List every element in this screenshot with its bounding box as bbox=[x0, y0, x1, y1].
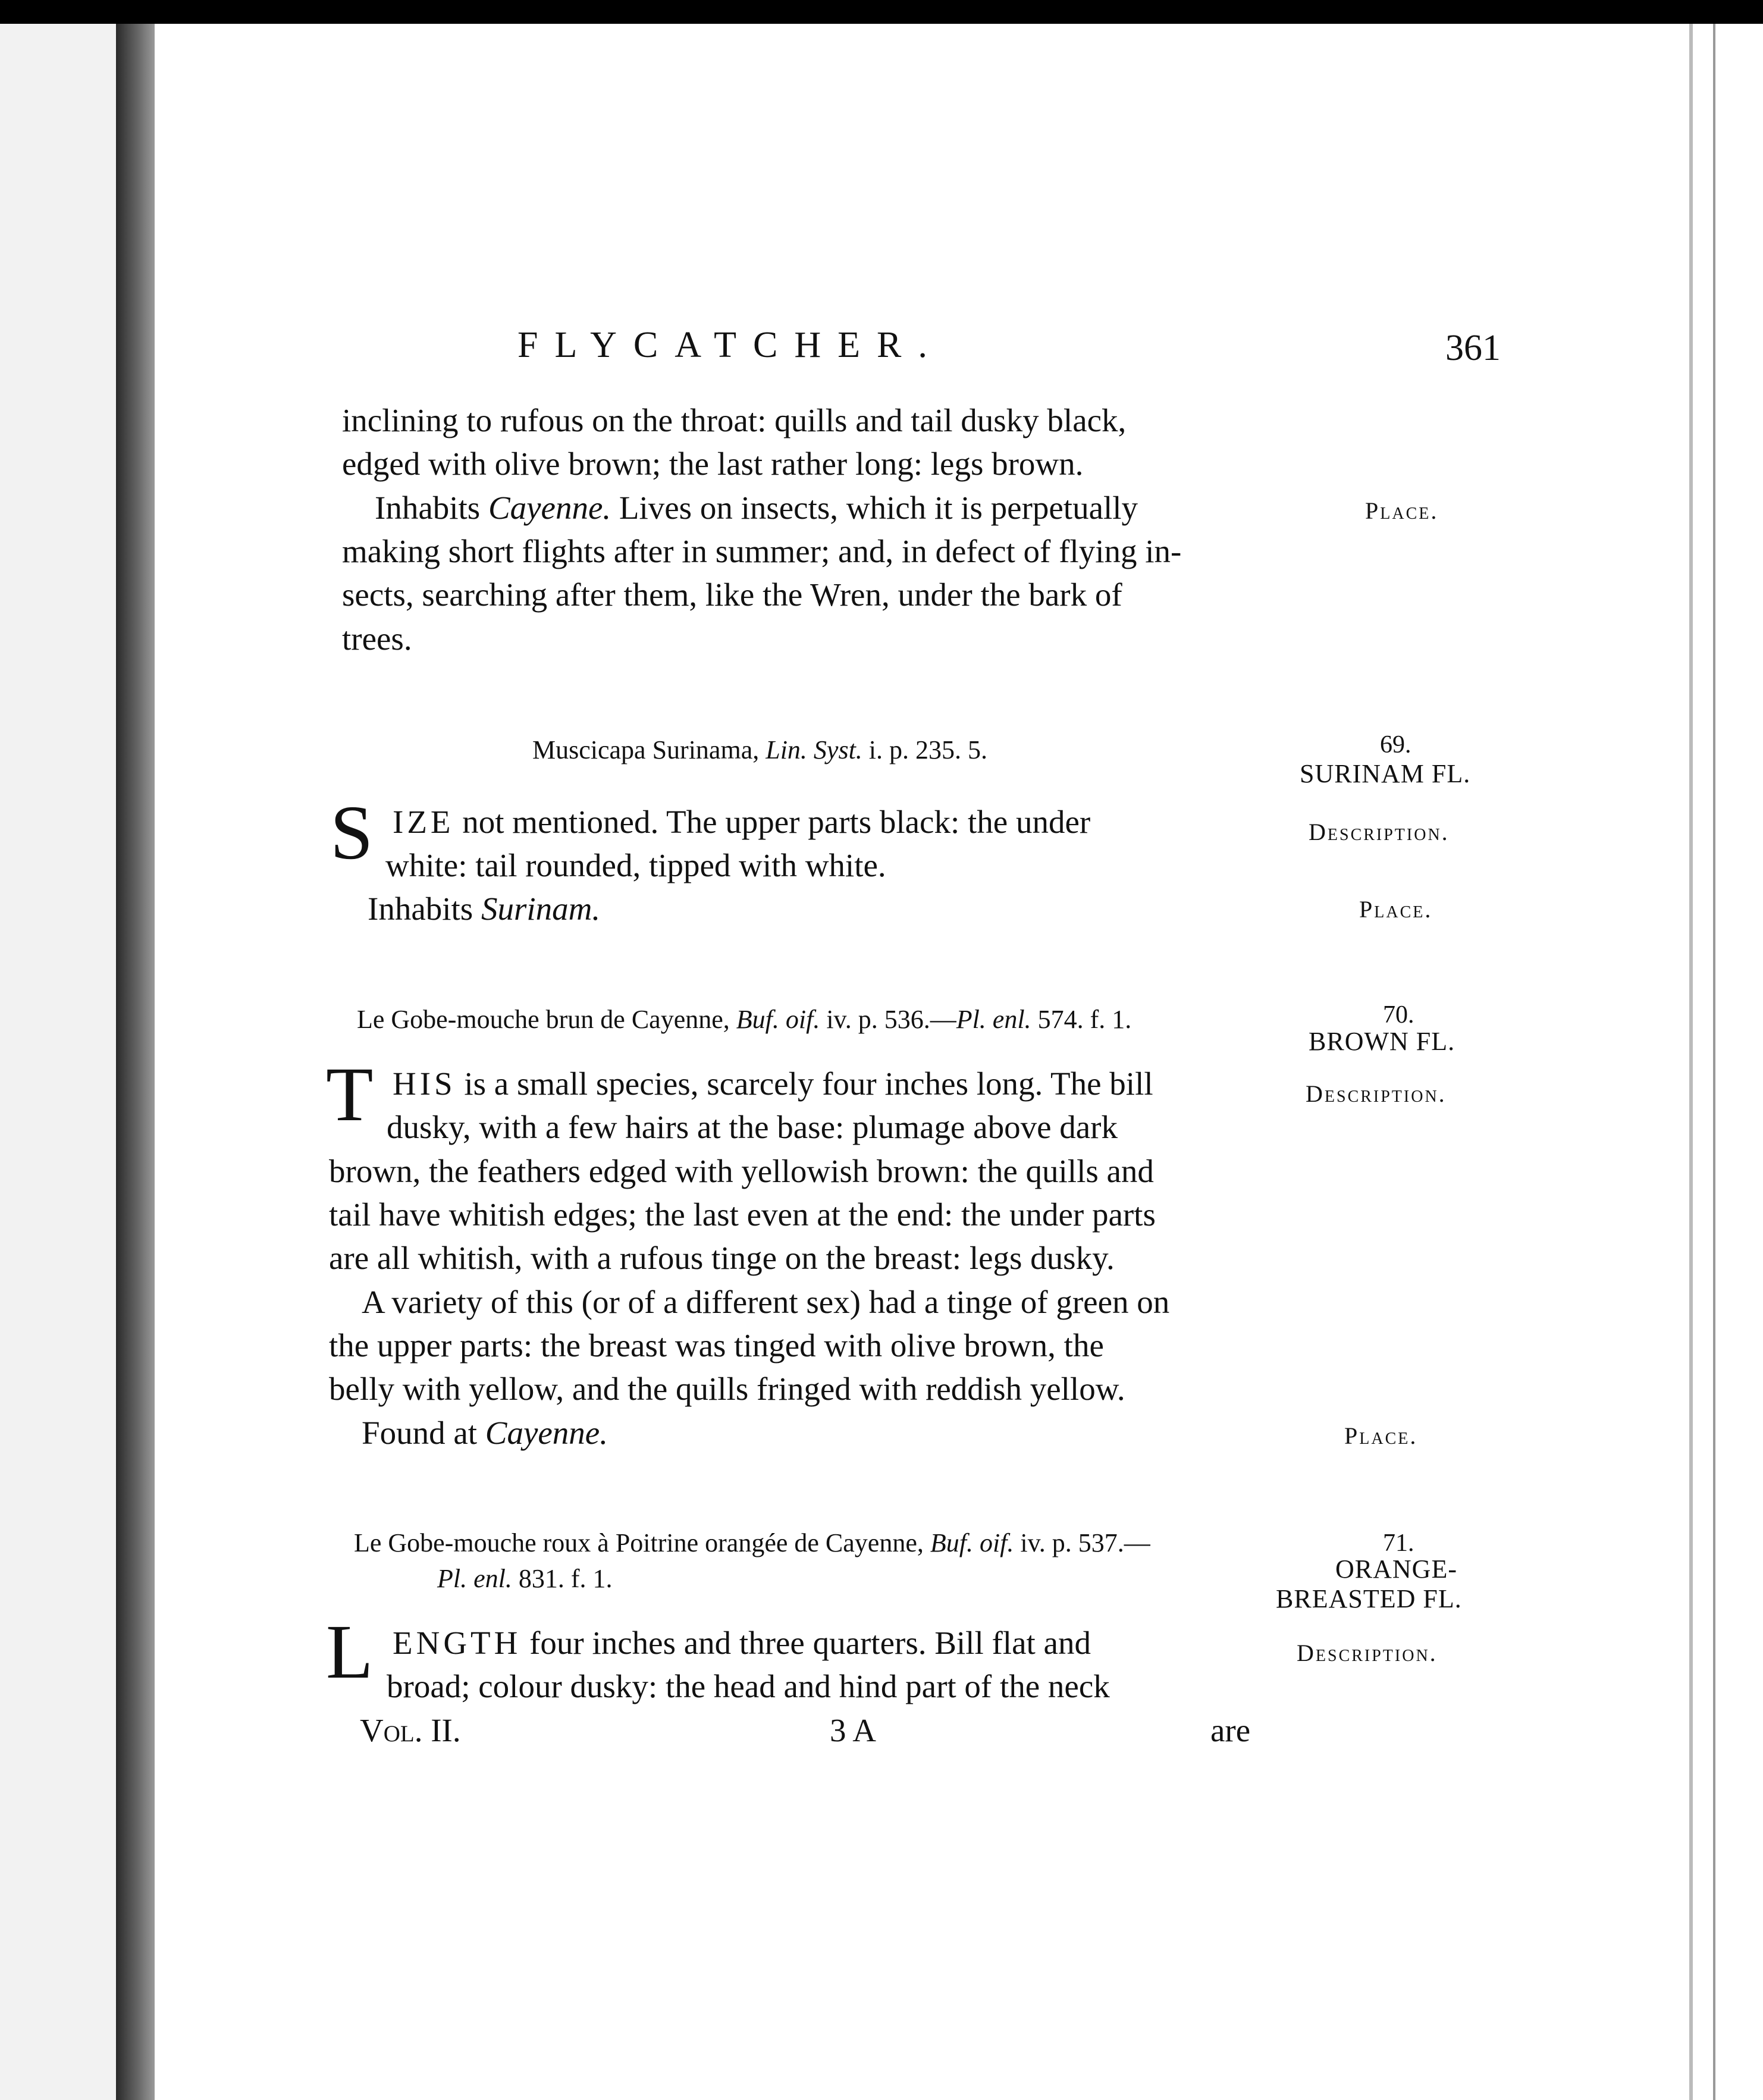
entry70-line-6: A variety of this (or of a different sex) had a tinge of green on bbox=[362, 1284, 1170, 1320]
entry71-line-1: ENGTH four inches and three quarters. Bill flat and bbox=[393, 1625, 1091, 1661]
intro-line-5: sects, searching after them, like the Wren, under the bark of bbox=[342, 576, 1122, 613]
species-name-71-line-1: ORANGE- bbox=[1335, 1554, 1457, 1584]
entry71-line-2: broad; colour dusky: the head and hind part of the neck bbox=[387, 1668, 1110, 1704]
margin-note-description: Description. bbox=[1297, 1640, 1438, 1666]
citation-69: Muscicapa Surinama, Lin. Syst. i. p. 235. 5. bbox=[532, 735, 988, 764]
scan-top-border bbox=[0, 0, 1763, 24]
species-number-71: 71. bbox=[1383, 1529, 1414, 1557]
margin-note-description: Description. bbox=[1309, 819, 1450, 845]
species-name-70: BROWN FL. bbox=[1309, 1027, 1455, 1056]
species-number-70: 70. bbox=[1383, 1001, 1414, 1029]
intro-line-1: inclining to rufous on the throat: quills and tail dusky black, bbox=[342, 402, 1127, 438]
volume-marker: Vol. II. bbox=[360, 1712, 461, 1748]
running-header: FLYCATCHER. bbox=[517, 325, 944, 365]
book-spine-shadow bbox=[116, 24, 155, 2100]
page-number: 361 bbox=[1445, 328, 1501, 368]
entry70-line-9: Found at Cayenne. bbox=[362, 1415, 608, 1451]
entry70-line-5: are all whitish, with a rufous tinge on the breast: legs dusky. bbox=[329, 1240, 1115, 1276]
citation-70: Le Gobe-mouche brun de Cayenne, Buf. oif. iv. p. 536.—Pl. enl. 574. f. 1. bbox=[357, 1005, 1132, 1034]
entry70-line-1: HIS is a small species, scarcely four inches long. The bill bbox=[393, 1065, 1153, 1102]
drop-cap-l: L bbox=[326, 1609, 374, 1695]
drop-cap-s: S bbox=[330, 790, 374, 876]
intro-line-2: edged with olive brown; the last rather long: legs brown. bbox=[342, 446, 1084, 482]
citation-71-line-1: Le Gobe-mouche roux à Poitrine orangée de Cayenne, Buf. oif. iv. p. 537.— bbox=[354, 1528, 1150, 1557]
intro-line-3: Inhabits Cayenne. Lives on insects, which it is perpetually bbox=[375, 490, 1138, 526]
species-name-71-line-2: BREASTED FL. bbox=[1276, 1584, 1462, 1613]
intro-line-6: trees. bbox=[342, 620, 412, 657]
margin-note-place: Place. bbox=[1365, 497, 1439, 524]
species-name-69: SURINAM FL. bbox=[1300, 759, 1471, 788]
intro-line-4: making short flights after in summer; and, in defect of flying in- bbox=[342, 533, 1182, 569]
entry69-line-3: Inhabits Surinam. bbox=[368, 891, 601, 927]
signature-mark: 3 A bbox=[830, 1712, 876, 1748]
drop-cap-t: T bbox=[326, 1052, 374, 1137]
catchword: are bbox=[1210, 1712, 1251, 1748]
citation-71-line-2: Pl. enl. 831. f. 1. bbox=[437, 1564, 613, 1593]
entry70-line-3: brown, the feathers edged with yellowish brown: the quills and bbox=[329, 1153, 1154, 1189]
entry69-line-2: white: tail rounded, tipped with white. bbox=[385, 847, 886, 883]
entry70-line-8: belly with yellow, and the quills fringed with reddish yellow. bbox=[329, 1371, 1125, 1407]
margin-note-description: Description. bbox=[1306, 1080, 1447, 1107]
entry70-line-2: dusky, with a few hairs at the base: plumage above dark bbox=[387, 1109, 1118, 1145]
page-right-edge bbox=[1689, 24, 1763, 2100]
entry70-line-7: the upper parts: the breast was tinged with olive brown, the bbox=[329, 1327, 1104, 1364]
margin-note-place: Place. bbox=[1359, 896, 1433, 923]
species-number-69: 69. bbox=[1380, 731, 1411, 758]
entry70-line-4: tail have whitish edges; the last even at the end: the under parts bbox=[329, 1196, 1156, 1233]
entry69-line-1: IZE not mentioned. The upper parts black: the under bbox=[393, 804, 1091, 840]
page-edge-line bbox=[1713, 24, 1715, 2100]
margin-note-place: Place. bbox=[1344, 1422, 1418, 1449]
